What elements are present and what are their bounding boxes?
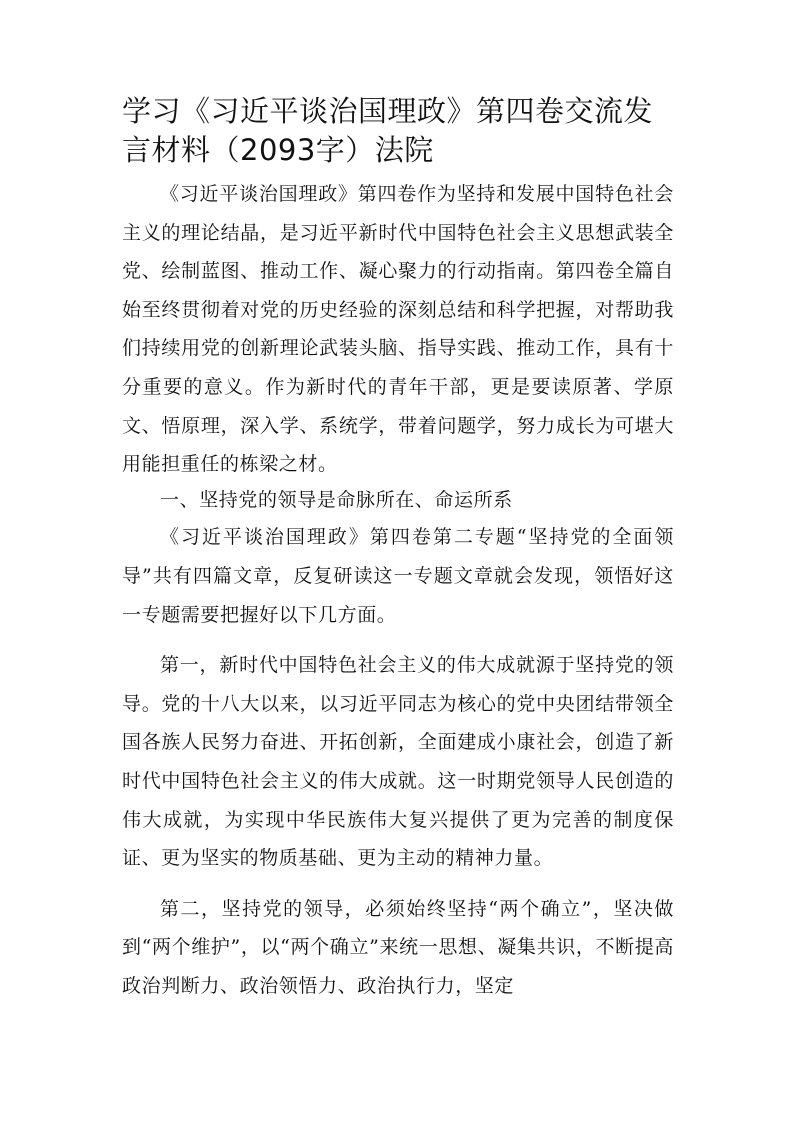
document-body (122, 175, 674, 1005)
section-heading-1: 一、坚持党的领导是命脉所在、命运所系 (160, 488, 513, 511)
section-1-paragraph-2: 第一，新时代中国特色社会主义的伟大成就源于坚持党的领导。党的十八大以来，以习近平同志为核心的党中央团结带领全国各族人民努力奋进、开拓创新，全面建成小康社会，创造了新时代中国特色社会主义的伟大成就。这一时期党领导人民创造的伟大成就，为实现中华民族伟大复兴提供了更为完善的制度保证、更为坚实的物质基础、更为主动的精神力量。 (122, 654, 674, 870)
document-title: 学习《习近平谈治国理政》第四卷交流发言材料（2093字）法院 (122, 94, 654, 167)
intro-paragraph: 《习近平谈治国理政》第四卷作为坚持和发展中国特色社会主义的理论结晶，是习近平新时代中国特色社会主义思想武装全党、绘制蓝图、推动工作、凝心聚力的行动指南。第四卷全篇自始至终贯彻着对党的历史经验的深刻总结和科学把握，对帮助我们持续用党的创新理论武装头脑、指导实践、推动工作，具有十分重要的意义。作为新时代的青年干部，更是要读原著、学原文、悟原理，深入学、系统学，带着问题学，努力成长为可堪大用能担重任的栋梁之材。 (122, 183, 674, 476)
section-1-paragraph-3: 第二，坚持党的领导，必须始终坚持“两个确立”，坚决做到“两个维护”，以“两个确立”来统一思想、凝集共识，不断提高政治判断力、政治领悟力、政治执行力，坚定 (122, 897, 674, 997)
section-1-paragraph-1: 《习近平谈治国理政》第四卷第二专题“坚持党的全面领导”共有四篇文章，反复研读这一专题文章就会发现，领悟好这一专题需要把握好以下几方面。 (122, 526, 674, 626)
